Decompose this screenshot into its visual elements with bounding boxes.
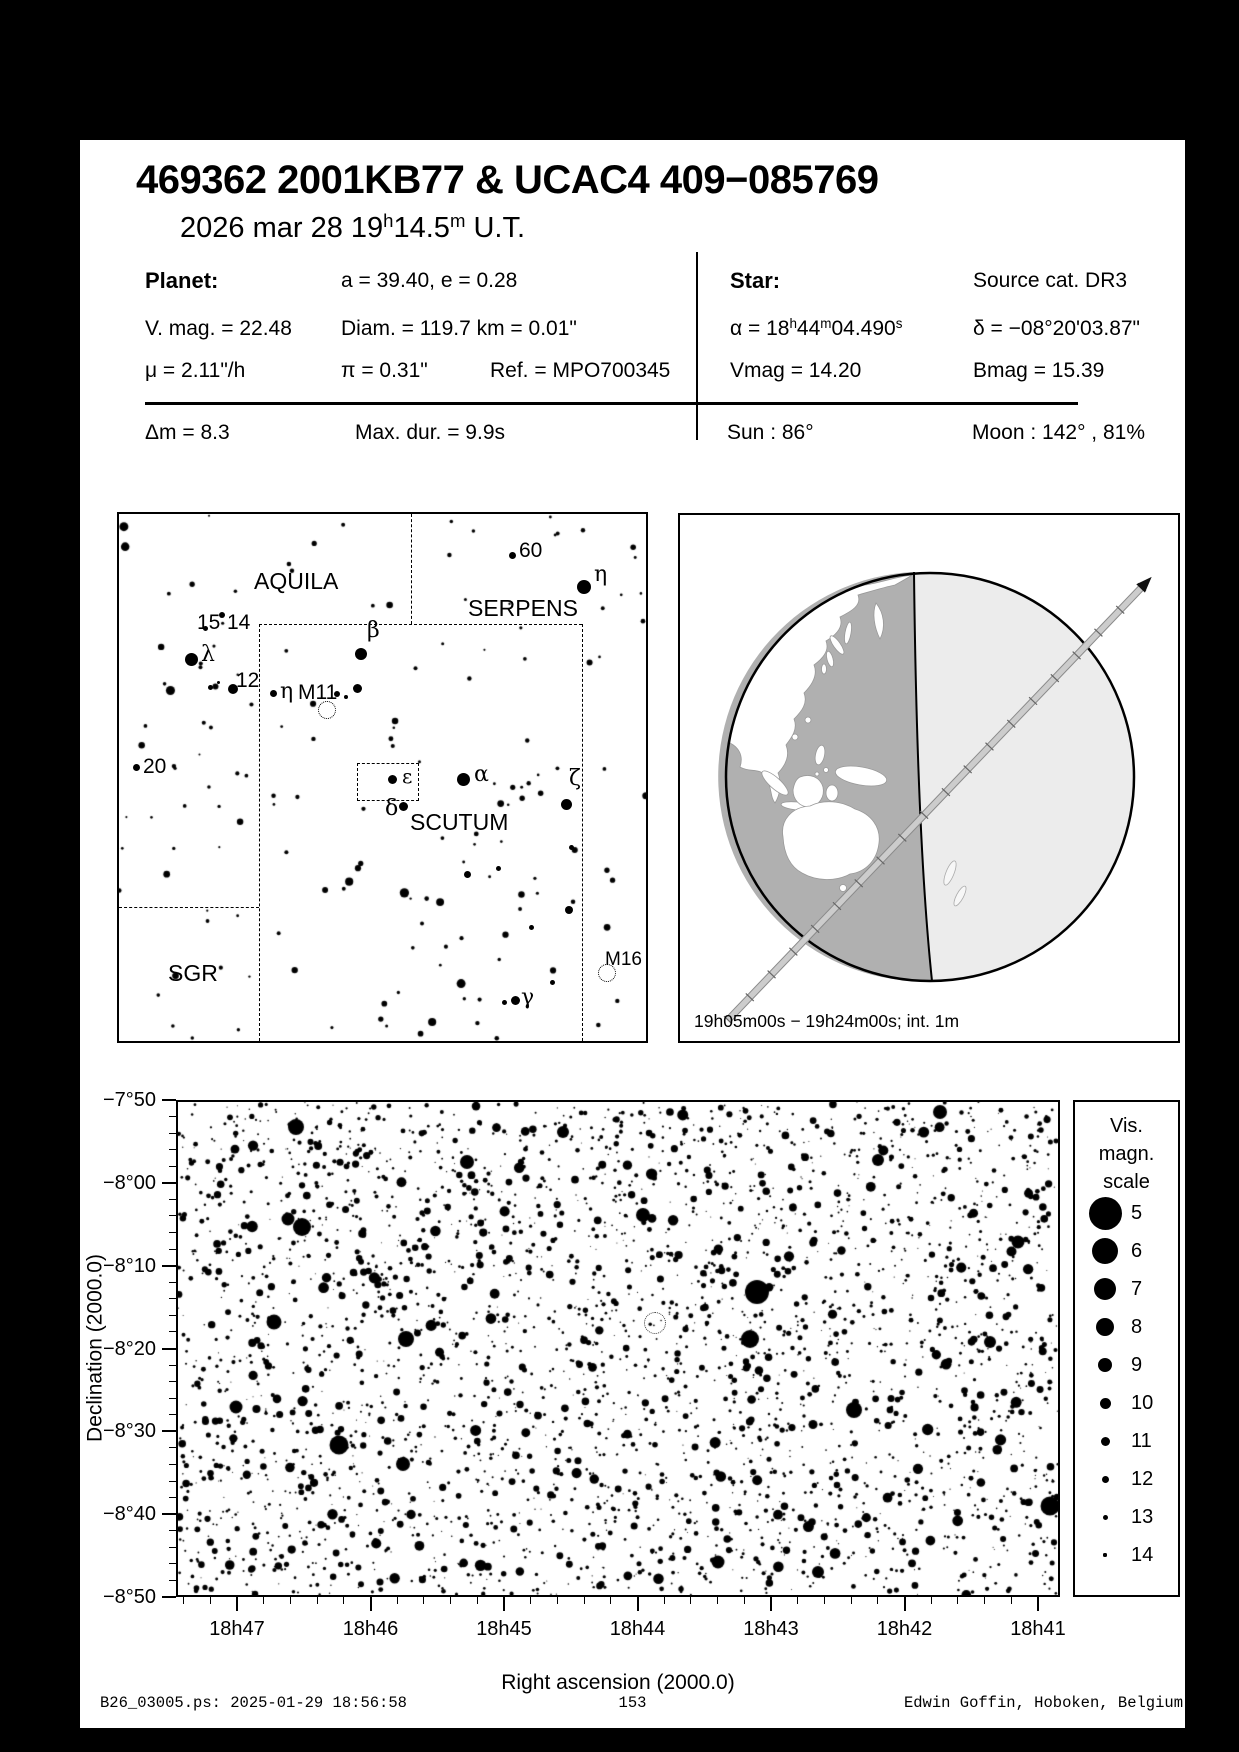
legend-dot-mag-14 — [1103, 1553, 1106, 1556]
y-minor-tick-12 — [169, 1298, 176, 1299]
legend-label-mag-14: 14 — [1131, 1544, 1154, 1566]
globe-time-caption: 19h05m00s − 19h24m00s; int. 1m — [694, 1011, 960, 1031]
finder-label-15: 15 — [197, 611, 221, 634]
globe-panel — [678, 513, 1180, 1043]
y-minor-tick-28 — [169, 1563, 176, 1564]
x-major-tick-2 — [503, 1597, 505, 1611]
x-tick-label-0: 18h47 — [209, 1618, 265, 1640]
star-dec: δ = −08°20'03.87" — [973, 317, 1141, 340]
finder-star-0 — [509, 552, 516, 559]
x-tick-label-5: 18h42 — [876, 1618, 933, 1640]
finder-star-15 — [457, 773, 470, 786]
hainan — [792, 734, 798, 740]
legend-dot-mag-13 — [1103, 1515, 1108, 1520]
legend-dot-mag-10 — [1100, 1398, 1111, 1409]
legend-dot-mag-9 — [1098, 1358, 1112, 1372]
planet-parallax: π = 0.31" — [341, 359, 428, 382]
y-minor-tick-23 — [169, 1481, 176, 1482]
finder-star-16 — [399, 802, 408, 811]
finder-star-12 — [133, 764, 140, 771]
planet-mu: μ = 2.11"/h — [145, 359, 246, 382]
y-tick-label-0: −7°50 — [102, 1089, 156, 1111]
x-major-tick-1 — [370, 1597, 372, 1611]
x-minor-tick-4 — [290, 1597, 291, 1604]
x-minor-tick-6 — [343, 1597, 344, 1604]
legend-dot-mag-5 — [1089, 1197, 1122, 1230]
legend-title-line3: scale — [1103, 1171, 1150, 1193]
x-tick-label-6: 18h41 — [1010, 1618, 1066, 1640]
tasmania — [840, 885, 847, 892]
y-minor-tick-26 — [169, 1530, 176, 1531]
y-major-tick-3 — [162, 1348, 176, 1350]
finder-label-η: η — [280, 679, 294, 704]
y-minor-tick-14 — [169, 1331, 176, 1332]
x-minor-tick-31 — [1011, 1597, 1012, 1604]
y-minor-tick-17 — [169, 1381, 176, 1382]
planet-ref: Ref. = MPO700345 — [490, 359, 671, 382]
x-minor-tick-1 — [210, 1597, 211, 1604]
borneo — [793, 775, 823, 807]
y-minor-tick-8 — [169, 1232, 176, 1233]
globe-map — [680, 515, 1178, 1041]
x-major-tick-6 — [1037, 1597, 1039, 1611]
y-major-tick-1 — [162, 1182, 176, 1184]
y-minor-tick-24 — [169, 1497, 176, 1498]
finder-label-20: 20 — [143, 755, 167, 778]
x-minor-tick-18 — [664, 1597, 665, 1604]
star-ra — [730, 318, 902, 339]
info-vertical-divider — [696, 252, 698, 440]
finder-label-14: 14 — [227, 611, 251, 634]
x-major-tick-5 — [904, 1597, 906, 1611]
constellation-boundary-1 — [259, 624, 582, 625]
finder-star-10 — [344, 695, 348, 699]
x-minor-tick-10 — [450, 1597, 451, 1604]
legend-label-mag-11: 11 — [1131, 1430, 1152, 1452]
x-minor-tick-28 — [931, 1597, 932, 1604]
constellation-boundary-3 — [119, 907, 259, 908]
finder-label-60: 60 — [519, 539, 543, 562]
planet-diameter: Diam. = 119.7 km = 0.01" — [341, 317, 577, 340]
x-minor-tick-9 — [423, 1597, 424, 1604]
x-tick-label-4: 18h43 — [743, 1618, 799, 1640]
event-max-duration: Max. dur. = 9.9s — [355, 421, 505, 444]
date-min: 14.5 — [393, 212, 450, 244]
x-minor-tick-13 — [530, 1597, 531, 1604]
finder-label-ζ: ζ — [569, 766, 581, 791]
y-minor-tick-16 — [169, 1365, 176, 1366]
finder-label-SGR: SGR — [168, 960, 218, 986]
x-tick-label-2: 18h45 — [476, 1618, 532, 1640]
x-minor-tick-21 — [744, 1597, 745, 1604]
y-minor-tick-13 — [169, 1315, 176, 1316]
footer-filename: B26_03005.ps: 2025-01-29 18:56:58 — [100, 1694, 407, 1712]
finder-star-13 — [355, 648, 367, 660]
y-minor-tick-7 — [169, 1215, 176, 1216]
x-minor-tick-11 — [477, 1597, 478, 1604]
finder-star-1 — [577, 580, 591, 594]
legend-label-mag-10: 10 — [1131, 1392, 1154, 1414]
star-field-canvas — [178, 1102, 1058, 1595]
y-tick-label-6: −8°50 — [102, 1586, 156, 1608]
legend-dot-mag-11 — [1101, 1437, 1110, 1446]
legend-label-mag-6: 6 — [1131, 1240, 1143, 1262]
finder-star-14 — [388, 775, 397, 784]
finder-star-23 — [464, 871, 471, 878]
y-minor-tick-19 — [169, 1414, 176, 1415]
y-minor-tick-6 — [169, 1199, 176, 1200]
y-tick-label-5: −8°40 — [102, 1503, 156, 1526]
y-tick-label-2: −8°10 — [102, 1254, 156, 1277]
target-star-marker — [644, 1312, 666, 1334]
event-moon-elongation: Moon : 142° , 81% — [972, 421, 1146, 444]
finder-star-8 — [270, 690, 277, 697]
y-major-tick-0 — [162, 1099, 176, 1101]
finder-star-6 — [208, 685, 213, 690]
ra-sup-h: h — [789, 316, 797, 332]
constellation-boundary-0 — [411, 514, 412, 624]
finder-label-λ: λ — [201, 642, 215, 667]
y-axis-title: Declination (2000.0) — [83, 1254, 107, 1442]
footer-page-number: 153 — [618, 1694, 647, 1712]
x-minor-tick-29 — [957, 1597, 958, 1604]
date-sup-h: h — [383, 210, 394, 232]
date-sup-m: m — [449, 210, 466, 232]
japan-ryukyu — [822, 664, 827, 674]
x-minor-tick-15 — [584, 1597, 585, 1604]
event-datetime — [180, 210, 526, 244]
star-label: Star: — [730, 268, 781, 293]
planet-orbit: a = 39.40, e = 0.28 — [341, 269, 518, 292]
y-minor-tick-21 — [169, 1447, 176, 1448]
x-minor-tick-25 — [851, 1597, 852, 1604]
x-major-tick-3 — [637, 1597, 639, 1611]
x-minor-tick-0 — [183, 1597, 184, 1604]
star-field-chart — [176, 1100, 1060, 1597]
y-minor-tick-3 — [169, 1149, 176, 1150]
x-minor-tick-23 — [797, 1597, 798, 1604]
y-major-tick-2 — [162, 1265, 176, 1267]
ra-min: 44 — [796, 317, 821, 340]
finder-star-11 — [353, 684, 362, 693]
legend-dot-mag-7 — [1094, 1278, 1116, 1300]
x-minor-tick-19 — [690, 1597, 691, 1604]
legend-label-mag-12: 12 — [1131, 1468, 1154, 1490]
finder-label-γ: γ — [521, 985, 535, 1010]
constellation-boundary-4 — [582, 624, 583, 1041]
y-minor-tick-1 — [169, 1116, 176, 1117]
finder-label-12: 12 — [236, 669, 260, 692]
x-minor-tick-3 — [263, 1597, 264, 1604]
finder-label-AQUILA: AQUILA — [254, 568, 339, 594]
finder-star-25 — [569, 845, 574, 850]
sulawesi — [826, 785, 838, 801]
finder-label-ε: ε — [402, 764, 413, 788]
planet-vmag: V. mag. = 22.48 — [145, 317, 292, 340]
y-minor-tick-22 — [169, 1464, 176, 1465]
x-minor-tick-20 — [717, 1597, 718, 1604]
info-horizontal-rule — [145, 402, 1078, 405]
australia — [783, 802, 880, 880]
magnitude-legend — [1073, 1100, 1180, 1597]
x-minor-tick-26 — [877, 1597, 878, 1604]
ra-sup-m: m — [820, 316, 832, 332]
x-minor-tick-14 — [557, 1597, 558, 1604]
finder-chart — [117, 512, 648, 1043]
x-minor-tick-30 — [984, 1597, 985, 1604]
palawan — [815, 772, 819, 776]
page-title: 469362 2001KB77 & UCAC4 409−085769 — [136, 158, 879, 202]
mindanao — [824, 768, 829, 773]
y-minor-tick-2 — [169, 1133, 176, 1134]
x-major-tick-0 — [236, 1597, 238, 1611]
finder-label-SERPENS: SERPENS — [468, 595, 578, 621]
finder-star-24 — [496, 866, 501, 871]
x-tick-label-3: 18h44 — [609, 1618, 666, 1640]
finder-label-δ: δ — [385, 796, 399, 821]
x-major-tick-4 — [770, 1597, 772, 1611]
finder-star-17 — [561, 799, 572, 810]
star-source-catalog: Source cat. DR3 — [973, 269, 1128, 292]
star-vmag: Vmag = 14.20 — [730, 359, 862, 382]
y-major-tick-5 — [162, 1513, 176, 1515]
finder-label-β: β — [367, 618, 380, 643]
y-tick-label-4: −8°30 — [102, 1420, 156, 1443]
planet-label: Planet: — [145, 268, 219, 293]
footer-author: Edwin Goffin, Hoboken, Belgium — [903, 1694, 1183, 1712]
date-ut: U.T. — [465, 212, 526, 244]
legend-label-mag-13: 13 — [1131, 1506, 1154, 1528]
y-minor-tick-4 — [169, 1166, 176, 1167]
finder-star-18 — [511, 996, 520, 1005]
ra-sec: 04.490 — [831, 317, 896, 340]
y-tick-label-3: −8°20 — [102, 1337, 156, 1360]
y-minor-tick-9 — [169, 1249, 176, 1250]
ra-sup-s: s — [895, 316, 903, 332]
finder-star-19 — [502, 1000, 507, 1005]
x-minor-tick-24 — [824, 1597, 825, 1604]
finder-star-22 — [550, 980, 555, 985]
legend-dot-mag-6 — [1092, 1238, 1118, 1264]
legend-label-mag-5: 5 — [1131, 1202, 1143, 1224]
finder-star-21 — [529, 925, 534, 930]
legend-dot-mag-8 — [1096, 1318, 1114, 1336]
legend-label-mag-7: 7 — [1131, 1278, 1143, 1300]
x-minor-tick-5 — [317, 1597, 318, 1604]
finder-star-7 — [217, 681, 220, 684]
x-minor-tick-8 — [397, 1597, 398, 1604]
event-drop-magnitude: Δm = 8.3 — [145, 421, 230, 444]
legend-label-mag-9: 9 — [1131, 1354, 1143, 1376]
finder-star-20 — [565, 906, 573, 914]
finder-label-M16: M16 — [605, 949, 642, 970]
finder-label-SCUTUM: SCUTUM — [410, 809, 509, 835]
legend-title-line2: magn. — [1098, 1143, 1155, 1165]
finder-label-M11: M11 — [298, 681, 338, 704]
legend-label-mag-8: 8 — [1131, 1316, 1143, 1338]
x-axis-title: Right ascension (2000.0) — [501, 1671, 735, 1694]
date-main: 2026 mar 28 19 — [180, 212, 384, 244]
finder-star-4 — [185, 653, 198, 666]
finder-label-η: η — [594, 562, 608, 587]
taiwan — [805, 717, 811, 723]
y-minor-tick-18 — [169, 1398, 176, 1399]
y-major-tick-4 — [162, 1430, 176, 1432]
x-tick-label-1: 18h46 — [342, 1618, 399, 1640]
y-minor-tick-27 — [169, 1547, 176, 1548]
legend-title-line1: Vis. — [1110, 1115, 1143, 1137]
y-minor-tick-11 — [169, 1282, 176, 1283]
star-bmag: Bmag = 15.39 — [973, 359, 1105, 382]
x-minor-tick-16 — [610, 1597, 611, 1604]
y-major-tick-6 — [162, 1596, 176, 1598]
legend-dot-mag-12 — [1102, 1476, 1109, 1483]
finder-label-α: α — [474, 762, 489, 787]
y-minor-tick-29 — [169, 1580, 176, 1581]
event-sun-elongation: Sun : 86° — [727, 421, 814, 444]
ra-val: α = 18 — [730, 317, 790, 340]
y-tick-label-1: −8°00 — [102, 1171, 156, 1194]
